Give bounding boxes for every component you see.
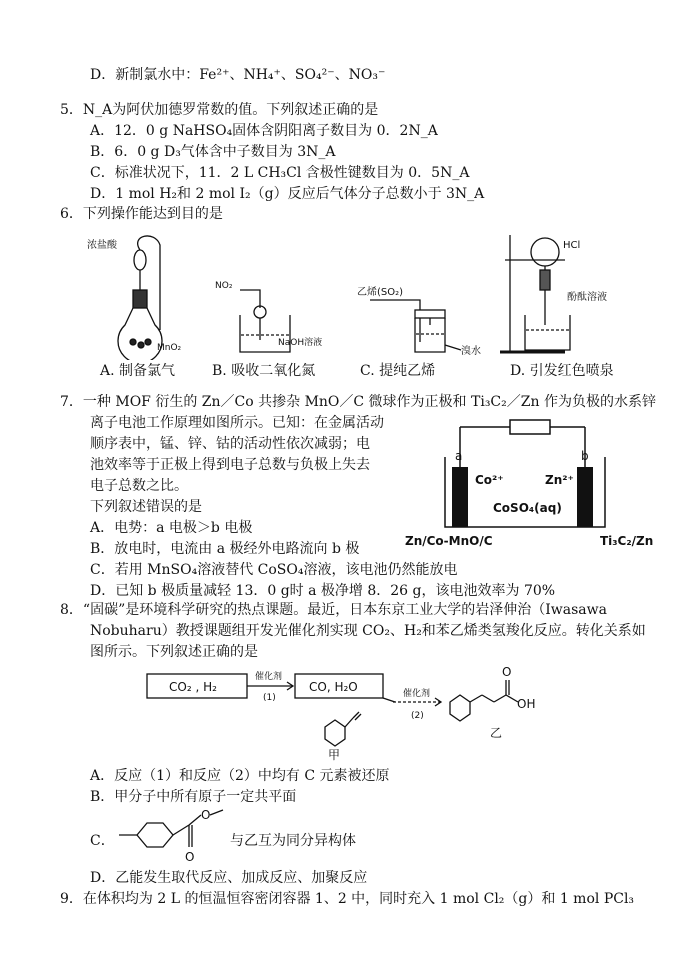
reactant-label: 甲 <box>328 748 341 762</box>
product-label: 乙 <box>490 726 503 740</box>
label-bromine-water: 溴水 <box>461 346 481 357</box>
label-naoh: NaOH溶液 <box>278 338 323 348</box>
q8-option-c: C． <box>90 833 115 849</box>
electrode-a <box>452 467 468 527</box>
label-mno2: MnO₂ <box>157 343 182 353</box>
q7-stem-line5: 电子总数之比。 <box>90 478 188 494</box>
q7-option-a: A．电势：a 电极＞b 电极 <box>90 520 253 536</box>
label-co-ion: Co²⁺ <box>475 473 504 487</box>
q7-option-d: D．已知 b 极质量减轻 13．0 g时 a 极净增 8．26 g，该电池效率为 70% <box>90 583 556 599</box>
q7-battery-diagram <box>405 412 675 552</box>
q7-option-b: B．放电时，电流由 a 极经外电路流向 b 极 <box>90 541 360 557</box>
q7-stem-line6: 下列叙述错误的是 <box>90 499 202 515</box>
q8-option-c-suffix: 与乙互为同分异构体 <box>230 833 356 849</box>
q4-option-d: D．新制氯水中：Fe²⁺、NH₄⁺、SO₄²⁻、NO₃⁻ <box>90 67 386 83</box>
optc-o2: O <box>185 850 195 864</box>
apparatus-d <box>500 235 570 352</box>
label-a: a <box>455 449 463 463</box>
electrode-b <box>577 467 593 527</box>
q8-reaction-scheme <box>145 662 565 762</box>
q9-stem: 9．在体积均为 2 L 的恒温恒容密闭容器 1、2 中，同时充入 1 mol Cl₂（g）和 1 mol PCl₃ <box>60 891 635 907</box>
apparatus-a <box>118 236 162 360</box>
q5-option-b: B．6．0 g D₃气体含中子数目为 3N_A <box>90 144 336 160</box>
label-b: b <box>581 449 589 463</box>
q5-option-c: C．标准状况下，11．2 L CH₃Cl 含极性键数目为 0．5N_A <box>90 165 470 181</box>
q5-option-d: D．1 mol H₂和 2 mol I₂（g）反应后气体分子总数小于 3N_A <box>90 186 485 202</box>
label-hcl: HCl <box>563 240 581 251</box>
catalyst-2: 催化剂 <box>403 689 431 699</box>
label-right-electrode: Ti₃C₂/Zn <box>600 534 654 548</box>
q5-option-a: A．12．0 g NaHSO₄固体含阴阳离子数目为 0．2N_A <box>90 123 438 139</box>
caption-d: D. 引发红色喷泉 <box>510 363 614 379</box>
q8-option-c-structure <box>115 805 225 865</box>
q8-option-b: B．甲分子中所有原子一定共平面 <box>90 789 297 805</box>
q5-stem: 5．N_A为阿伏加德罗常数的值。下列叙述正确的是 <box>60 102 379 118</box>
step-1: (1) <box>263 693 276 703</box>
q8-stem-line3: 图所示。下列叙述正确的是 <box>90 644 258 660</box>
optc-o1: O <box>201 808 211 822</box>
box2-label: CO, H₂O <box>309 680 358 694</box>
q8-option-d: D．乙能发生取代反应、加成反应、加聚反应 <box>90 870 368 886</box>
label-electrolyte: CoSO₄(aq) <box>493 501 562 515</box>
q7-stem-line4: 池效率等于正极上得到电子总数与负极上失去 <box>90 457 370 473</box>
q8-option-a: A．反应（1）和反应（2）中均有 C 元素被还原 <box>90 768 390 784</box>
q8-stem-line2: Nobuharu）教授课题组开发光催化剂实现 CO₂、H₂和苯乙烯类氢羧化反应。转化关系如 <box>90 623 646 639</box>
label-left-electrode: Zn/Co-MnO/C <box>405 534 493 548</box>
q7-stem-line2: 离子电池工作原理如图所示。已知：在金属活动 <box>90 415 384 431</box>
catalyst-1: 催化剂 <box>255 672 283 682</box>
step-2: (2) <box>411 711 424 721</box>
label-zn-ion: Zn²⁺ <box>545 473 574 487</box>
caption-b: B. 吸收二氧化氮 <box>212 363 316 379</box>
apparatus-c <box>370 300 461 352</box>
q7-stem-line3: 顺序表中，锰、锌、钴的活动性依次减弱；电 <box>90 436 370 452</box>
q6-apparatus-figure <box>85 230 675 360</box>
q8-stem-line1: 8．“固碳”是环境科学研究的热点课题。最近，日本东京工业大学的岩泽伸治（Iwasawa <box>60 602 607 618</box>
label-phenolphthalein: 酚酞溶液 <box>567 292 607 303</box>
q7-stem-line1: 7．一种 MOF 衍生的 Zn／Co 共掺杂 MnO／C 微球作为正极和 Ti₃C₂／Zn 作为负极的水系锌 <box>60 394 656 410</box>
caption-c: C. 提纯乙烯 <box>360 363 436 379</box>
product-oh: OH <box>517 697 536 711</box>
product-o: O <box>502 665 512 679</box>
box1-label: CO₂ , H₂ <box>169 680 217 694</box>
caption-a: A. 制备氯气 <box>100 363 176 379</box>
q6-stem: 6．下列操作能达到目的是 <box>60 206 223 222</box>
q7-option-c: C．若用 MnSO₄溶液替代 CoSO₄溶液，该电池仍然能放电 <box>90 562 458 578</box>
label-ethylene: 乙烯(SO₂) <box>357 287 404 298</box>
label-conc-hcl: 浓盐酸 <box>87 240 117 251</box>
label-no2: NO₂ <box>215 281 233 291</box>
